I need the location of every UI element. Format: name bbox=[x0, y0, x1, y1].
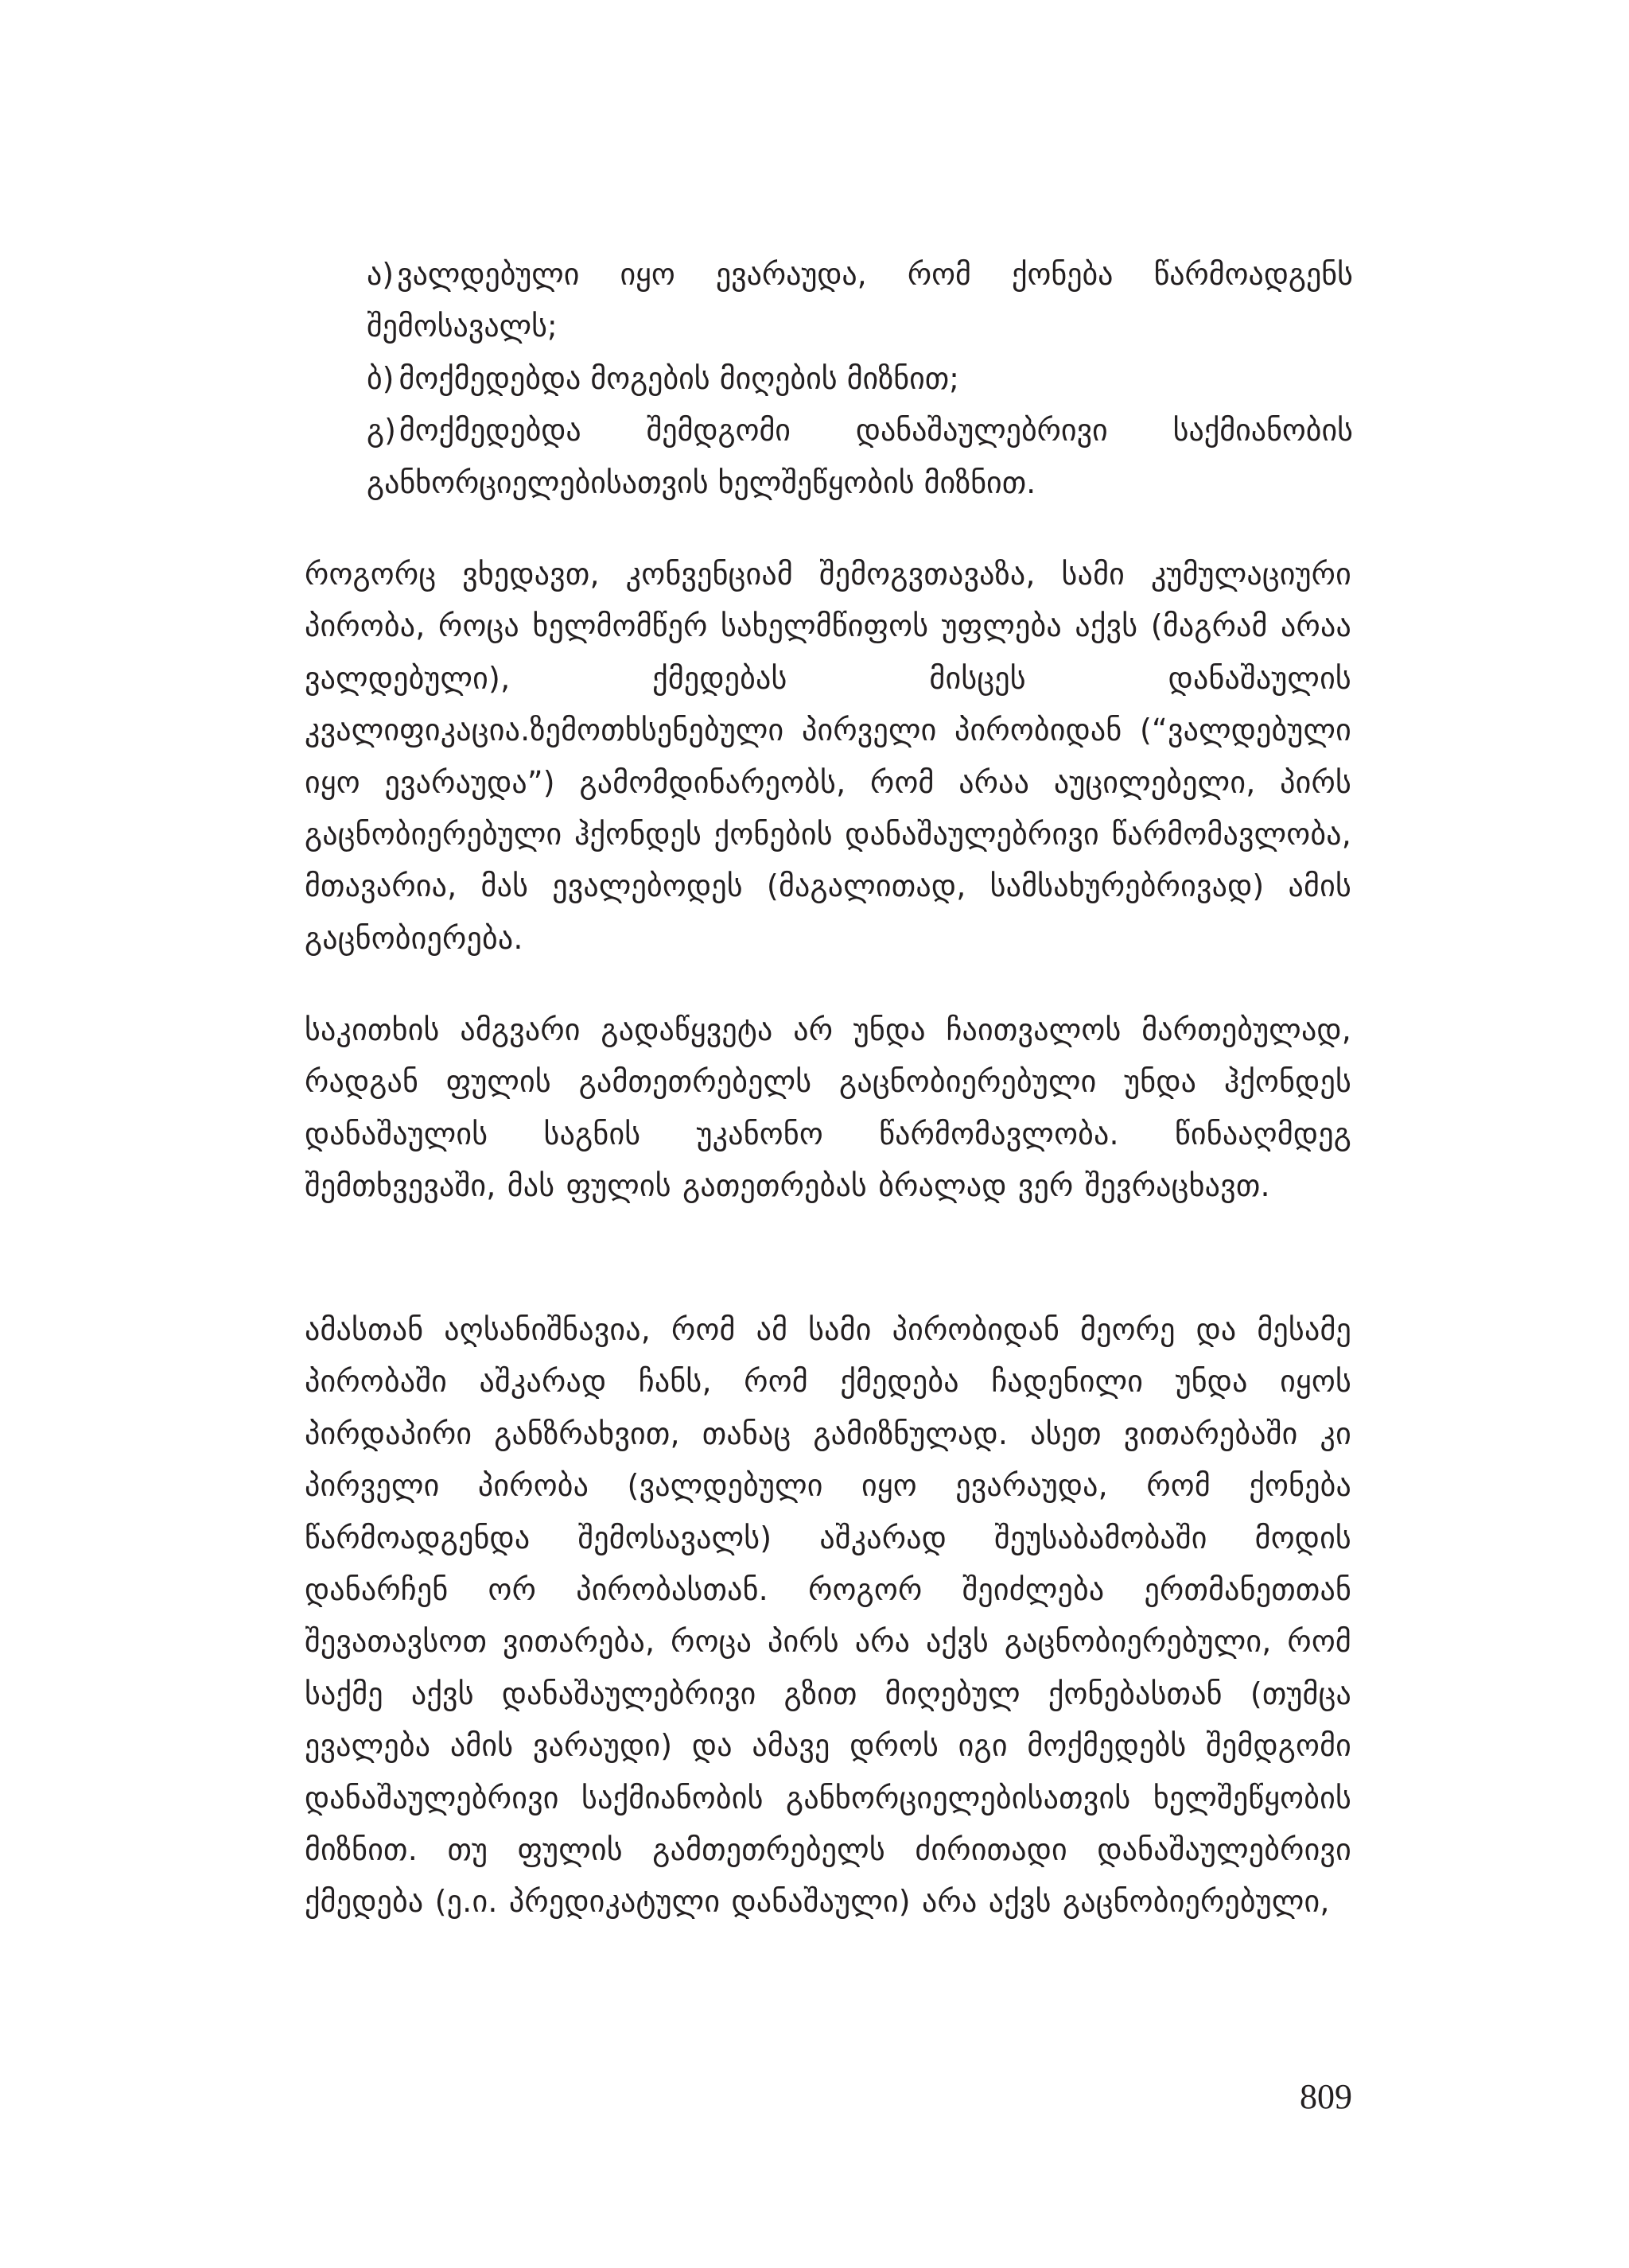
body-paragraph: საკითხის ამგვარი გადაწყვეტა არ უნდა ჩაითვალოს მართებულად, რადგან ფულის გამთეთრებელს გაცნობიერებული უნდა ჰქონდეს დანაშაულის საგნის უკანონო წარმომავლობა. წინააღმდეგ შემთხვევაში, მას ფულის გათეთრებას ბრალად ვერ შევრაცხავთ. bbox=[305, 1012, 1351, 1204]
list-item bbox=[367, 249, 1353, 353]
criteria-list bbox=[367, 249, 1353, 509]
body-paragraph: ამასთან აღსანიშნავია, რომ ამ სამი პირობიდან მეორე და მესამე პირობაში აშკარად ჩანს, რომ ქმედება ჩადენილი უნდა იყოს პირდაპირი განზრახვით, თანაც გამიზნულად. ასეთ ვითარებაში კი პირველი პირობა (ვალდებული იყო ევარაუდა, რომ ქონება წარმოადგენდა შემოსავალს) აშკარად შეუსაბამობაში მოდის დანარჩენ ორ პირობასთან. როგორ შეიძლება ერთმანეთთან შევათავსოთ ვითარება, როცა პირს არა აქვს გაცნობიერებული, რომ საქმე აქვს დანაშაულებრივი გზით მიღებულ ქონებასთან (თუმცა ევალება ამის ვარაუდი) და ამავე დროს იგი მოქმედებს შემდგომი დანაშაულებრივი საქმიანობის განხორციელებისათვის ხელშეწყობის მიზნით. თუ ფულის გამთეთრებელს ძირითადი დანაშაულებრივი ქმედება (ე.ი. პრედიკატული დანაშაული) არა აქვს გაცნობიერებული, bbox=[305, 1312, 1351, 1920]
list-item bbox=[367, 405, 1353, 509]
list-marker: გ) bbox=[367, 413, 396, 449]
list-item-text: მოქმედებდა მოგების მიღების მიზნით; bbox=[399, 360, 959, 396]
list-item-text: მოქმედებდა შემდგომი დანაშაულებრივი საქმიანობის განხორციელებისათვის ხელშეწყობის მიზნით. bbox=[367, 413, 1353, 500]
list-item-text: ვალდებული იყო ევარაუდა, რომ ქონება წარმოადგენს შემოსავალს; bbox=[367, 257, 1353, 344]
list-marker: ბ) bbox=[367, 360, 395, 396]
list-marker: ა) bbox=[367, 257, 395, 292]
body-paragraph: როგორც ვხედავთ, კონვენციამ შემოგვთავაზა, სამი კუმულაციური პირობა, როცა ხელმომწერ სახელმწიფოს უფლება აქვს (მაგრამ არაა ვალდებული), ქმედებას მისცეს დანაშაულის კვალიფიკაცია.ზემოთხსენებული პირველი პირობიდან (“ვალდებული იყო ევარაუდა”) გამომდინარეობს, რომ არაა აუცილებელი, პირს გაცნობიერებული ჰქონდეს ქონების დანაშაულებრივი წარმომავლობა, მთავარია, მას ევალებოდეს (მაგალითად, სამსახურებრივად) ამის გაცნობიერება. bbox=[305, 557, 1351, 956]
page-number: 809 bbox=[1300, 2077, 1352, 2116]
list-item bbox=[367, 353, 1353, 405]
